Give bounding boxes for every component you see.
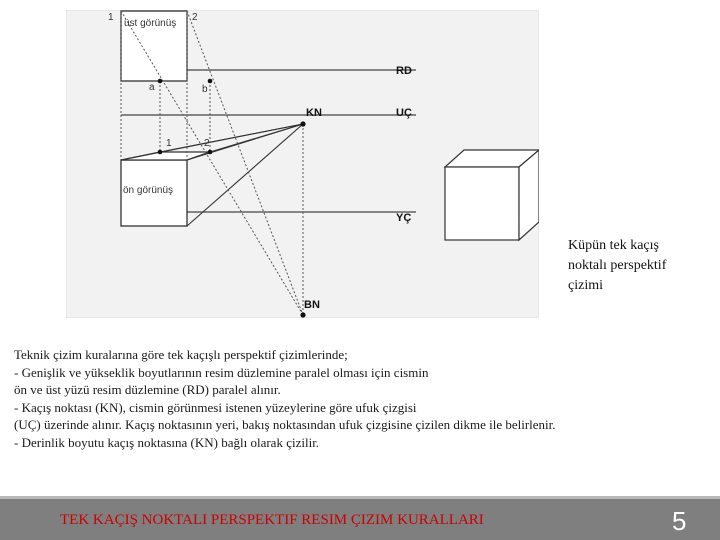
label-2-top: 2: [192, 12, 198, 23]
figure-caption: [568, 236, 716, 296]
body-line: - Kaçış noktası (KN), cismin görünmesi istenen yüzeylerine göre ufuk çizgisi: [14, 399, 417, 415]
label-kn: KN: [306, 107, 322, 119]
point-bn: [300, 312, 305, 317]
body-text: [14, 346, 714, 452]
label-b: b: [202, 84, 208, 95]
label-1-front: 1: [166, 138, 172, 149]
caption-line: çizimi: [568, 278, 603, 293]
label-top-view: üst görünüş: [124, 18, 177, 29]
footer-edge: [0, 496, 720, 499]
cube-front-face: [445, 167, 519, 240]
body-line: - Derinlik boyutu kaçış noktasına (KN) bağlı olarak çizilir.: [14, 434, 320, 450]
label-1-top: 1: [108, 12, 114, 23]
label-front-view: ön görünüş: [123, 185, 174, 196]
label-yc: YÇ: [396, 212, 412, 224]
body-line: (UÇ) üzerinde alınır. Kaçış noktasının yeri, bakış noktasından ufuk çizgisine çizilen dikme ile belirlenir.: [14, 417, 556, 433]
footer-title: TEK KAÇIŞ NOKTALI PERSPEKTIF RESIM ÇIZIM KURALLARI: [60, 512, 484, 528]
label-2-front: 2: [204, 138, 210, 149]
label-bn: BN: [304, 299, 320, 311]
perspective-construction-figure: [66, 10, 539, 318]
caption-line: noktalı perspektif: [568, 258, 667, 273]
label-rd: RD: [396, 65, 412, 77]
label-a: a: [149, 82, 155, 93]
point-2-front: [208, 150, 213, 155]
body-line: Teknik çizim kuralarına göre tek kaçışlı perspektif çizimlerinde;: [14, 347, 348, 362]
point-a: [158, 79, 163, 84]
body-line: ön ve üst yüzü resim düzlemine (RD) paralel alınır.: [14, 382, 281, 398]
page-number: 5: [672, 506, 687, 536]
point-b: [208, 79, 213, 84]
point-kn: [300, 121, 305, 126]
body-line: - Genişlik ve yükseklik boyutlarının resim düzlemine paralel olması için cismin: [14, 364, 429, 380]
caption-line: Küpün tek kaçış: [568, 238, 659, 253]
point-1-front: [158, 150, 163, 155]
label-uc: UÇ: [396, 107, 412, 119]
